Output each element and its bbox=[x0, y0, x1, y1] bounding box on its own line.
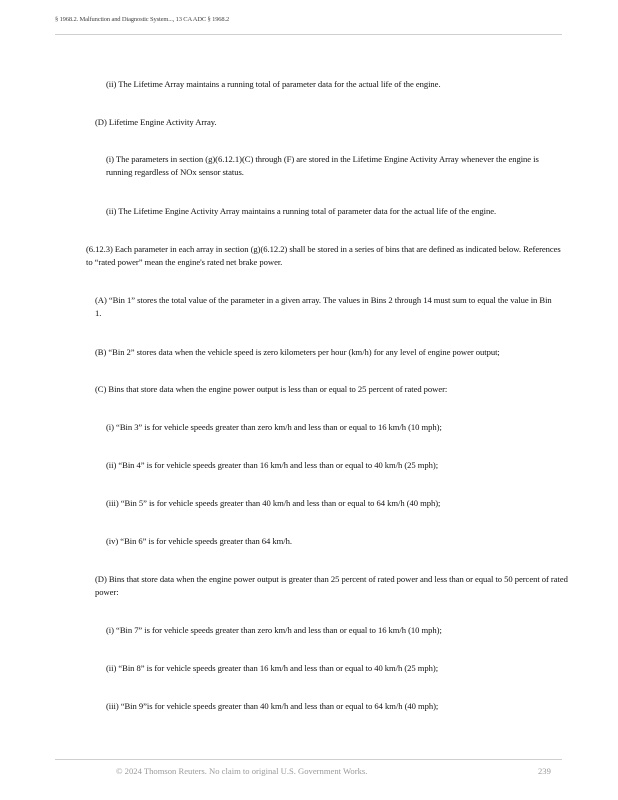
footer-copyright: © 2024 Thomson Reuters. No claim to original U.S. Government Works. bbox=[116, 766, 368, 776]
paragraph-activity-array-i: (i) The parameters in section (g)(6.12.1)(C) through (F) are stored in the Lifetime Engine Activity Array whenever the engine is running regardless of NOx sensor status. bbox=[106, 154, 539, 177]
running-head: § 1968.2. Malfunction and Diagnostic System..., 13 CA ADC § 1968.2 bbox=[55, 16, 230, 23]
paragraph-bin-6: (iv) “Bin 6” is for vehicle speeds greater than 64 km/h. bbox=[106, 536, 292, 546]
paragraph-lifetime-array-ii: (ii) The Lifetime Array maintains a running total of parameter data for the actual life of the engine. bbox=[106, 79, 441, 89]
paragraph-bin-4: (ii) “Bin 4” is for vehicle speeds greater than 16 km/h and less than or equal to 40 km/h (25 mph); bbox=[106, 460, 439, 470]
paragraph-bin-2: (B) “Bin 2” stores data when the vehicle speed is zero kilometers per hour (km/h) for any level of engine power output; bbox=[95, 347, 500, 357]
paragraph-bins-25-to-50-percent: (D) Bins that store data when the engine power output is greater than 25 percent of rated power and less than or equal to 50 percent of rated power: bbox=[95, 574, 568, 597]
paragraph-bin-9: (iii) “Bin 9”is for vehicle speeds greater than 40 km/h and less than or equal to 64 km/h (40 mph); bbox=[106, 701, 439, 711]
paragraph-bin-8: (ii) “Bin 8” is for vehicle speeds greater than 16 km/h and less than or equal to 40 km/h (25 mph); bbox=[106, 663, 439, 673]
paragraph-bin-3: (i) “Bin 3” is for vehicle speeds greater than zero km/h and less than or equal to 16 km/h (10 mph); bbox=[106, 422, 442, 432]
paragraph-bin-7: (i) “Bin 7” is for vehicle speeds greater than zero km/h and less than or equal to 16 km/h (10 mph); bbox=[106, 625, 442, 635]
header-divider bbox=[55, 34, 562, 35]
paragraph-bins-under-25-percent: (C) Bins that store data when the engine power output is less than or equal to 25 percent of rated power: bbox=[95, 384, 448, 394]
paragraph-activity-array-ii: (ii) The Lifetime Engine Activity Array maintains a running total of parameter data for the actual life of the engine. bbox=[106, 206, 497, 216]
footer-divider bbox=[55, 759, 562, 760]
paragraph-bin-1: (A) “Bin 1” stores the total value of the parameter in a given array. The values in Bins 2 through 14 must sum to equal the value in Bin 1. bbox=[95, 295, 552, 318]
paragraph-bin-5: (iii) “Bin 5” is for vehicle speeds greater than 40 km/h and less than or equal to 64 km/h (40 mph); bbox=[106, 498, 441, 508]
paragraph-lifetime-engine-activity-heading: (D) Lifetime Engine Activity Array. bbox=[95, 117, 217, 127]
paragraph-6-12-3: (6.12.3) Each parameter in each array in section (g)(6.12.2) shall be stored in a series of bins that are defined as indicated below. References to “rated power” mean the engine's rated net brake power. bbox=[86, 244, 561, 267]
page-number: 239 bbox=[538, 766, 551, 776]
